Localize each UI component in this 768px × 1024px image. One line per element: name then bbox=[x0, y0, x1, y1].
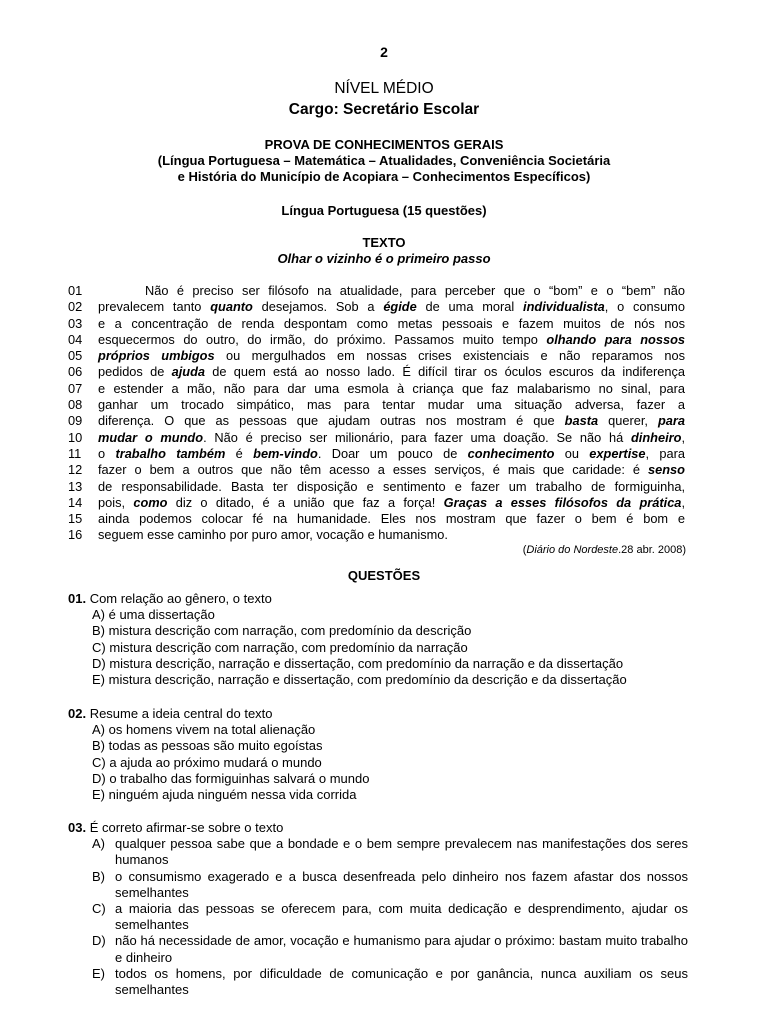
passage-line bbox=[68, 495, 688, 511]
texto-title: Olhar o vizinho é o primeiro passo bbox=[277, 251, 491, 266]
option-label: C) bbox=[92, 901, 106, 917]
passage bbox=[68, 283, 688, 544]
option-d: D) mistura descrição, narração e dissertação, com predomínio da narração e da dissertação bbox=[92, 655, 624, 671]
page-number: 2 bbox=[380, 44, 388, 60]
line-number: 01 bbox=[68, 283, 83, 298]
option-text: qualquer pessoa sabe que a bondade e o bem sempre prevalecem nas manifestações dos seres humanos bbox=[115, 836, 688, 868]
passage-line bbox=[68, 430, 688, 446]
line-number: 11 bbox=[68, 445, 82, 461]
line-number: 08 bbox=[68, 397, 83, 413]
exam-title-line-1: PROVA DE CONHECIMENTOS GERAIS bbox=[264, 137, 504, 152]
text-fragment: , bbox=[681, 429, 685, 445]
text-fragment: Não é preciso ser filósofo na atualidade, para perceber que o “bom” e o “bem” não bbox=[145, 283, 685, 298]
text-fragment: prevalecem tanto bbox=[98, 299, 211, 315]
line-text bbox=[98, 430, 685, 446]
line-number: 10 bbox=[68, 429, 83, 445]
option-label: E) bbox=[92, 965, 105, 981]
question-number: 03. bbox=[68, 820, 87, 835]
text-fragment: ou mergulhados em nossas crises existenciais e não reparamos nos bbox=[214, 348, 685, 364]
line-text bbox=[98, 511, 685, 527]
line-text bbox=[98, 413, 685, 429]
text-fragment: esquecermos do outro, do irmão, do próximo. Passamos muito tempo bbox=[98, 331, 547, 347]
section-title: Língua Portuguesa (15 questões) bbox=[281, 203, 487, 218]
text-fragment: pedidos de bbox=[98, 364, 172, 380]
question-text: Com relação ao gênero, o texto bbox=[86, 591, 272, 606]
passage-line bbox=[68, 446, 688, 462]
passage-line bbox=[68, 364, 688, 380]
emphasized-word: ajuda bbox=[171, 364, 206, 380]
line-number: 05 bbox=[68, 348, 83, 364]
option-c: C) mistura descrição com narração, com predomínio da narração bbox=[92, 639, 468, 655]
option-c bbox=[68, 901, 688, 933]
text-fragment: e a concentração de renda despontam como metas pessoais e fazem muitos de nós nos bbox=[98, 315, 685, 331]
option-a bbox=[68, 836, 688, 868]
text-fragment: . Doar um pouco de bbox=[317, 445, 468, 461]
line-number: 13 bbox=[68, 478, 83, 494]
line-number: 06 bbox=[68, 364, 83, 380]
line-text bbox=[98, 332, 685, 348]
question-03 bbox=[68, 820, 688, 998]
text-fragment: querer, bbox=[598, 413, 658, 429]
text-fragment: diferença. O que as pessoas que ajudam outras nos mostram é que bbox=[98, 413, 565, 429]
question-02 bbox=[68, 706, 688, 803]
text-fragment: ainda podemos colocar fé na humanidade. Eles nos mostram que fazer o bem é bom e bbox=[98, 511, 685, 527]
line-number: 16 bbox=[68, 527, 83, 543]
level-heading: NÍVEL MÉDIO bbox=[334, 80, 434, 97]
line-text bbox=[98, 446, 685, 462]
text-fragment: fazer o bem a outros que não têm acesso a esses serviços, é mais que caridade: é bbox=[98, 462, 648, 478]
passage-source bbox=[523, 544, 686, 556]
line-number: 03 bbox=[68, 315, 83, 331]
text-fragment: . Não é preciso ser milionário, para fazer uma doação. Se não há bbox=[203, 429, 631, 445]
passage-line bbox=[68, 462, 688, 478]
exam-title-line-3: e História do Município de Acopiara – Conhecimentos Específicos) bbox=[177, 169, 591, 184]
text-fragment: desejamos. Sob a bbox=[252, 299, 384, 315]
source-title: Diário do Nordeste bbox=[526, 544, 619, 556]
emphasized-word: como bbox=[133, 494, 168, 510]
option-e: E) ninguém ajuda ninguém nessa vida corrida bbox=[92, 787, 357, 803]
option-b: B) mistura descrição com narração, com predomínio da descrição bbox=[92, 623, 472, 639]
passage-line bbox=[68, 381, 688, 397]
exam-title bbox=[0, 137, 768, 185]
cargo-heading: Cargo: Secretário Escolar bbox=[288, 101, 480, 118]
option-e bbox=[68, 966, 688, 998]
emphasized-word: basta bbox=[564, 413, 599, 429]
line-number: 07 bbox=[68, 380, 83, 396]
emphasized-word: trabalho também bbox=[115, 445, 226, 461]
emphasized-word: expertise bbox=[589, 445, 646, 461]
text-fragment: o bbox=[98, 445, 116, 461]
option-a: A) é uma dissertação bbox=[92, 607, 215, 623]
text-fragment: é bbox=[225, 445, 254, 461]
passage-line bbox=[68, 332, 688, 348]
line-number: 15 bbox=[68, 511, 83, 527]
option-label: A) bbox=[92, 836, 105, 852]
line-text bbox=[98, 364, 685, 380]
text-fragment: , para bbox=[645, 445, 685, 461]
emphasized-word: dinheiro bbox=[630, 429, 682, 445]
emphasized-word: quanto bbox=[210, 299, 253, 315]
emphasized-word: para bbox=[657, 413, 686, 429]
emphasized-word: bem-vindo bbox=[253, 445, 318, 461]
line-number: 09 bbox=[68, 413, 83, 429]
text-fragment: ou bbox=[554, 445, 590, 461]
line-text bbox=[98, 299, 685, 315]
option-a: A) os homens vivem na total alienação bbox=[92, 722, 316, 738]
source-date: .28 abr. 2008) bbox=[618, 544, 686, 556]
line-text bbox=[98, 479, 685, 495]
option-text: a maioria das pessoas se oferecem para, com muita dedicação e desprendimento, ajudar os semelhantes bbox=[115, 901, 688, 933]
line-number: 14 bbox=[68, 494, 83, 510]
option-e: E) mistura descrição, narração e dissertação, com predomínio da descrição e da dissertação bbox=[92, 672, 627, 688]
option-d bbox=[68, 933, 688, 965]
passage-line bbox=[68, 527, 688, 543]
text-fragment: seguem esse caminho por puro amor, vocação e humanismo. bbox=[98, 527, 448, 543]
option-label: B) bbox=[92, 868, 105, 884]
emphasized-word: próprios umbigos bbox=[98, 348, 215, 364]
option-b: B) todas as pessoas são muito egoístas bbox=[92, 738, 323, 754]
option-c: C) a ajuda ao próximo mudará o mundo bbox=[92, 754, 322, 770]
option-d: D) o trabalho das formiguinhas salvará o mundo bbox=[92, 770, 370, 786]
question-text: É correto afirmar-se sobre o texto bbox=[86, 820, 284, 835]
source-open: ( bbox=[522, 544, 527, 556]
option-b bbox=[68, 869, 688, 901]
question-stem bbox=[68, 706, 688, 722]
text-fragment: , o consumo bbox=[604, 299, 685, 315]
text-fragment: de quem está ao nosso lado. É difícil tirar os óculos escuros da indiferença bbox=[205, 364, 685, 380]
passage-line bbox=[68, 479, 688, 495]
line-text bbox=[98, 316, 685, 332]
passage-line bbox=[68, 316, 688, 332]
line-number: 02 bbox=[68, 299, 83, 315]
line-text bbox=[98, 397, 685, 413]
text-fragment: diz o ditado, é a união que faz a força! bbox=[167, 494, 444, 510]
text-fragment: ganhar um trocado simpático, mas para tentar mudar uma situação adversa, fazer a bbox=[98, 397, 685, 413]
emphasized-word: olhando para nossos bbox=[546, 331, 685, 347]
emphasized-word: senso bbox=[648, 462, 685, 478]
option-text: o consumismo exagerado e a busca desenfreada pelo dinheiro nos fazem afastar dos nossos semelhantes bbox=[115, 868, 688, 900]
emphasized-word: individualista bbox=[523, 299, 605, 315]
text-fragment: de responsabilidade. Basta ter disposição e sentimento e fazer um trabalho de formiguinha, bbox=[98, 478, 685, 494]
text-fragment: , bbox=[681, 494, 685, 510]
passage-line bbox=[68, 511, 688, 527]
line-text bbox=[98, 527, 685, 543]
emphasized-word: Graças a esses filósofos da prática bbox=[443, 494, 682, 510]
option-text: não há necessidade de amor, vocação e humanismo para ajudar o próximo: bastam muito trabalho e dinheiro bbox=[115, 933, 688, 965]
option-label: D) bbox=[92, 933, 106, 949]
line-text bbox=[98, 381, 685, 397]
passage-line bbox=[68, 283, 688, 299]
text-fragment: pois, bbox=[98, 494, 134, 510]
passage-line bbox=[68, 397, 688, 413]
emphasized-word: égide bbox=[383, 299, 417, 315]
line-number: 04 bbox=[68, 331, 83, 347]
questions-heading: QUESTÕES bbox=[347, 568, 421, 583]
question-stem bbox=[68, 820, 688, 836]
text-fragment: e estender a mão, não para dar uma esmola à criança que faz malabarismo no sinal, para bbox=[98, 380, 685, 396]
question-number: 01. bbox=[68, 591, 87, 606]
passage-line bbox=[68, 413, 688, 429]
line-text bbox=[98, 283, 685, 299]
question-text: Resume a ideia central do texto bbox=[86, 706, 273, 721]
question-01 bbox=[68, 591, 688, 688]
question-number: 02. bbox=[68, 706, 87, 721]
line-text bbox=[98, 348, 685, 364]
line-text bbox=[98, 462, 685, 478]
passage-line bbox=[68, 299, 688, 315]
question-stem bbox=[68, 591, 688, 607]
texto-label: TEXTO bbox=[362, 235, 406, 250]
emphasized-word: mudar o mundo bbox=[98, 429, 204, 445]
text-fragment: de uma moral bbox=[416, 299, 524, 315]
exam-title-line-2: (Língua Portuguesa – Matemática – Atualidades, Conveniência Societária bbox=[157, 153, 611, 168]
passage-line bbox=[68, 348, 688, 364]
line-text bbox=[98, 495, 685, 511]
line-number: 12 bbox=[68, 462, 83, 478]
option-text: todos os homens, por dificuldade de comunicação e por ganância, nunca auxiliam os seus semelhantes bbox=[115, 965, 688, 998]
emphasized-word: conhecimento bbox=[467, 445, 555, 461]
